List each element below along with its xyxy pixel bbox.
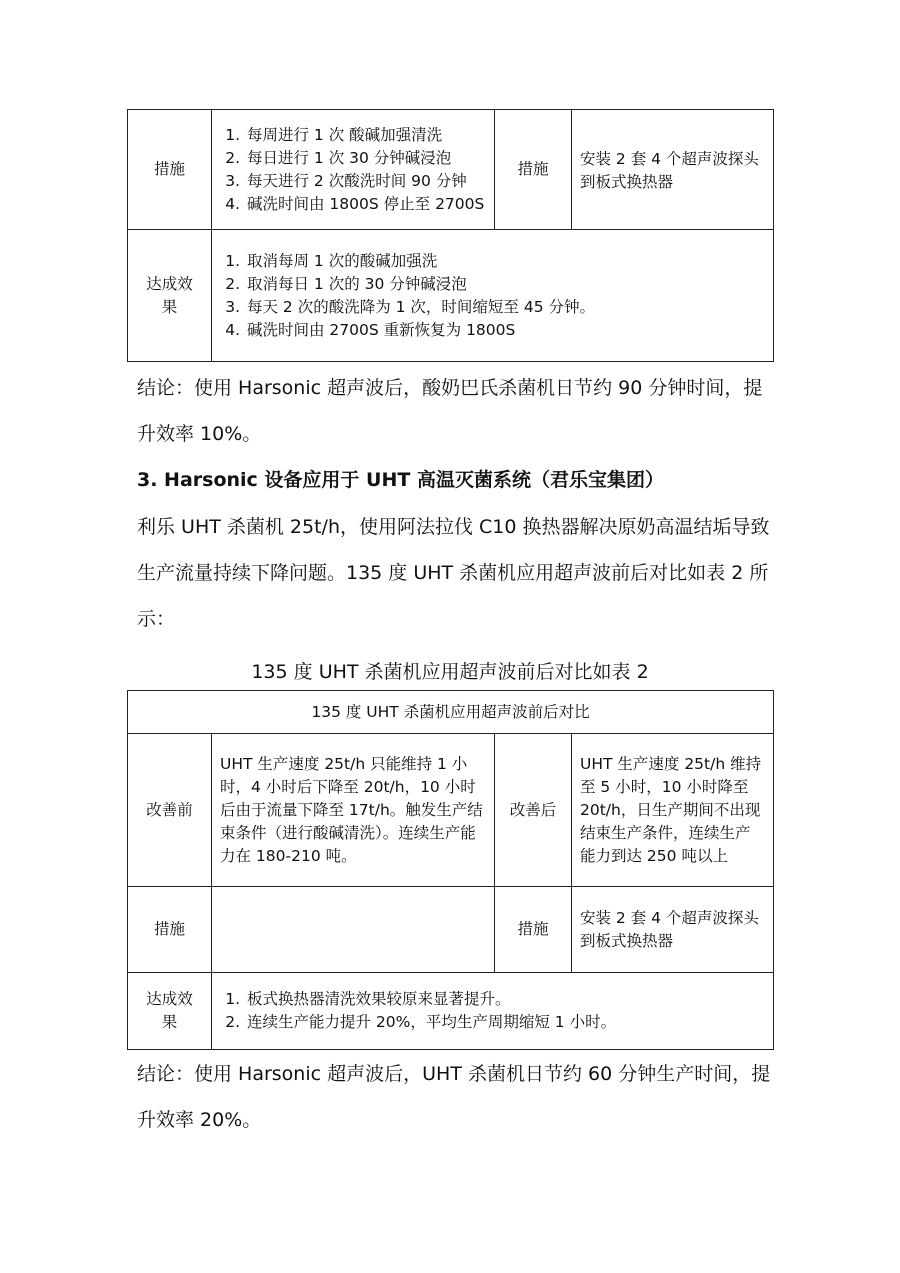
section-3-heading: 3. Harsonic 设备应用于 UHT 高温灭菌系统（君乐宝集团）	[137, 469, 664, 491]
results-list	[212, 230, 774, 362]
list-item: 4. 碱洗时间由 1800S 停止至 2700S	[245, 193, 486, 216]
list-item: 1. 板式换热器清洗效果较原来显著提升。	[245, 988, 765, 1011]
table-1-row-measures	[128, 110, 774, 230]
measures-label-left: 措施	[128, 110, 212, 230]
measures-list-left	[212, 110, 495, 230]
table-2-title: 135 度 UHT 杀菌机应用超声波前后对比	[128, 691, 774, 734]
conclusion-2: 结论：使用 Harsonic 超声波后，UHT 杀菌机日节约 60 分钟生产时间，提升效率 20%。	[137, 1063, 771, 1131]
measures-label-left: 措施	[128, 887, 212, 973]
list-item: 3. 每天 2 次的酸洗降为 1 次，时间缩短至 45 分钟。	[245, 296, 765, 319]
section-3-paragraph: 利乐 UHT 杀菌机 25t/h，使用阿法拉伐 C10 换热器解决原奶高温结垢导致生产流量持续下降问题。135 度 UHT 杀菌机应用超声波前后对比如表 2 所示：	[137, 516, 770, 630]
measures-label-right: 措施	[495, 110, 572, 230]
table-1	[127, 109, 774, 362]
results-list	[212, 973, 774, 1050]
list-item: 2. 取消每日 1 次的 30 分钟碱浸泡	[245, 273, 765, 296]
measures-text-right: 安装 2 套 4 个超声波探头到板式换热器	[572, 887, 774, 973]
table-2	[127, 690, 774, 1050]
list-item: 3. 每天进行 2 次酸洗时间 90 分钟	[245, 170, 486, 193]
table-2-caption: 135 度 UHT 杀菌机应用超声波前后对比如表 2	[251, 661, 649, 683]
after-label: 改善后	[495, 734, 572, 887]
conclusion-1: 结论：使用 Harsonic 超声波后，酸奶巴氏杀菌机日节约 90 分钟时间，提升效率 10%。	[137, 377, 763, 445]
measures-text-right: 安装 2 套 4 个超声波探头到板式换热器	[572, 110, 774, 230]
list-item: 1. 取消每周 1 次的酸碱加强洗	[245, 250, 765, 273]
before-label: 改善前	[128, 734, 212, 887]
results-label: 达成效果	[128, 230, 212, 362]
table-2-row-measures	[128, 887, 774, 973]
after-text: UHT 生产速度 25t/h 维持至 5 小时，10 小时降至 20t/h，日生产期间不出现结束生产条件，连续生产能力到达 250 吨以上	[572, 734, 774, 887]
measures-label-right: 措施	[495, 887, 572, 973]
list-item: 1. 每周进行 1 次 酸碱加强清洗	[245, 124, 486, 147]
table-2-row-results	[128, 973, 774, 1050]
list-item: 4. 碱洗时间由 2700S 重新恢复为 1800S	[245, 319, 765, 342]
table-2-title-row	[128, 691, 774, 734]
table-2-row-compare	[128, 734, 774, 887]
list-item: 2. 每日进行 1 次 30 分钟碱浸泡	[245, 147, 486, 170]
list-item: 2. 连续生产能力提升 20%，平均生产周期缩短 1 小时。	[245, 1011, 765, 1034]
before-text: UHT 生产速度 25t/h 只能维持 1 小时，4 小时后下降至 20t/h，10 小时后由于流量下降至 17t/h。触发生产结束条件（进行酸碱清洗）。连续生产能力在 180-210 吨。	[212, 734, 495, 887]
table-1-row-results	[128, 230, 774, 362]
results-label: 达成效果	[128, 973, 212, 1050]
measures-text-left	[212, 887, 495, 973]
